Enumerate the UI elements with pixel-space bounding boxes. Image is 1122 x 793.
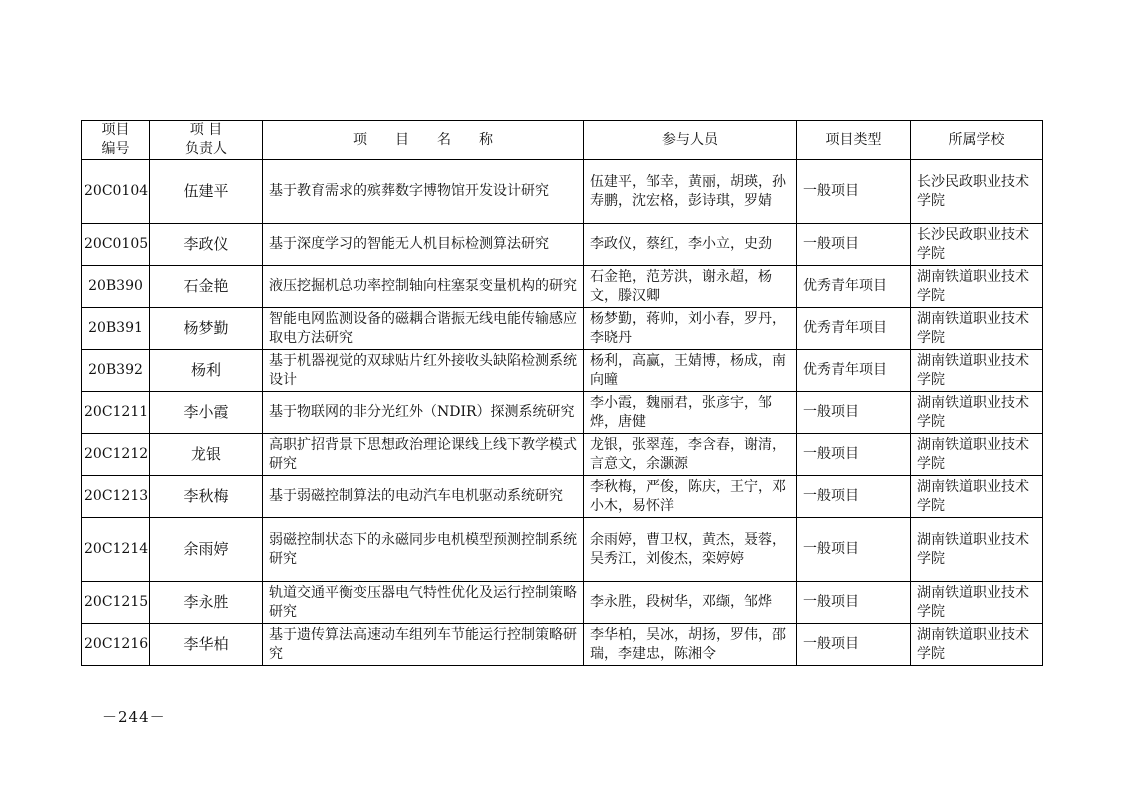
- table-row: [82, 224, 1043, 266]
- cell-school: 湖南铁道职业技术学院: [911, 624, 1043, 666]
- cell-participants: 李政仪，蔡红，李小立，史劲: [584, 224, 797, 266]
- cell-participants: 李永胜，段树华，邓缬，邹烨: [584, 582, 797, 624]
- cell-project-leader: 杨梦勤: [150, 308, 263, 350]
- cell-participants: 余雨婷，曹卫权，黄杰，聂蓉，吴秀江，刘俊杰，栾婷婷: [584, 518, 797, 582]
- cell-project-type: 一般项目: [797, 624, 911, 666]
- cell-school: 长沙民政职业技术学院: [911, 224, 1043, 266]
- table-row: [82, 476, 1043, 518]
- table-row: [82, 434, 1043, 476]
- cell-project-type: 优秀青年项目: [797, 266, 911, 308]
- cell-project-type: 一般项目: [797, 518, 911, 582]
- cell-participants: 龙银，张翠莲，李含春，谢清，言意文，余灏源: [584, 434, 797, 476]
- cell-project-id: 20C1214: [82, 518, 150, 582]
- cell-project-name: 基于弱磁控制算法的电动汽车电机驱动系统研究: [263, 476, 584, 518]
- cell-project-id: 20C1215: [82, 582, 150, 624]
- cell-school: 长沙民政职业技术学院: [911, 160, 1043, 224]
- table-row: [82, 518, 1043, 582]
- cell-project-leader: 李永胜: [150, 582, 263, 624]
- cell-participants: 石金艳，范芳洪，谢永超，杨文，滕汉卿: [584, 266, 797, 308]
- header-project-id-line2: 编号: [101, 141, 130, 157]
- cell-school: 湖南铁道职业技术学院: [911, 266, 1043, 308]
- table-header-row: [82, 121, 1043, 160]
- cell-project-type: 一般项目: [797, 434, 911, 476]
- page-number: －244－: [102, 708, 166, 726]
- cell-project-type: 一般项目: [797, 160, 911, 224]
- cell-project-name: 液压挖掘机总功率控制轴向柱塞泵变量机构的研究: [263, 266, 584, 308]
- cell-project-id: 20B391: [82, 308, 150, 350]
- cell-participants: 杨梦勤，蒋帅，刘小春，罗丹，李晓丹: [584, 308, 797, 350]
- cell-project-name: 智能电网监测设备的磁耦合谐振无线电能传输感应取电方法研究: [263, 308, 584, 350]
- table-row: [82, 392, 1043, 434]
- cell-participants: 李华柏，吴冰，胡扬，罗伟，邵瑞，李建忠，陈湘令: [584, 624, 797, 666]
- header-school: 所属学校: [911, 121, 1043, 160]
- cell-project-name: 基于机器视觉的双球贴片红外接收头缺陷检测系统设计: [263, 350, 584, 392]
- table-row: [82, 266, 1043, 308]
- cell-project-id: 20C0105: [82, 224, 150, 266]
- header-project-name: [263, 121, 584, 160]
- cell-school: 湖南铁道职业技术学院: [911, 308, 1043, 350]
- table-row: [82, 582, 1043, 624]
- table-row: [82, 350, 1043, 392]
- header-project-leader: [150, 121, 263, 160]
- table-row: [82, 624, 1043, 666]
- cell-project-name: 高职扩招背景下思想政治理论课线上线下教学模式研究: [263, 434, 584, 476]
- cell-project-type: 一般项目: [797, 224, 911, 266]
- cell-participants: 李秋梅，严俊，陈庆，王宁，邓小木，易怀洋: [584, 476, 797, 518]
- cell-participants: 李小霞，魏丽君，张彦宇，邹烨，唐健: [584, 392, 797, 434]
- cell-project-type: 一般项目: [797, 392, 911, 434]
- cell-project-id: 20C1213: [82, 476, 150, 518]
- table-row: [82, 308, 1043, 350]
- cell-project-leader: 石金艳: [150, 266, 263, 308]
- cell-participants: 杨利，高赢，王婧博，杨成，南向曈: [584, 350, 797, 392]
- cell-project-id: 20C0104: [82, 160, 150, 224]
- cell-school: 湖南铁道职业技术学院: [911, 582, 1043, 624]
- header-project-id-line1: 项目: [101, 122, 130, 138]
- header-project-id: [82, 121, 150, 160]
- cell-project-type: 优秀青年项目: [797, 308, 911, 350]
- cell-project-type: 一般项目: [797, 476, 911, 518]
- cell-project-leader: 李小霞: [150, 392, 263, 434]
- cell-project-leader: 余雨婷: [150, 518, 263, 582]
- cell-project-name: 基于物联网的非分光红外（NDIR）探测系统研究: [263, 392, 584, 434]
- cell-project-id: 20C1211: [82, 392, 150, 434]
- cell-project-leader: 伍建平: [150, 160, 263, 224]
- cell-project-leader: 李政仪: [150, 224, 263, 266]
- cell-project-name: 基于遗传算法高速动车组列车节能运行控制策略研究: [263, 624, 584, 666]
- cell-project-id: 20B390: [82, 266, 150, 308]
- cell-project-id: 20C1212: [82, 434, 150, 476]
- cell-project-type: 一般项目: [797, 582, 911, 624]
- cell-school: 湖南铁道职业技术学院: [911, 518, 1043, 582]
- cell-project-name: 基于教育需求的殡葬数字博物馆开发设计研究: [263, 160, 584, 224]
- header-project-name-text: 项 目 名 称: [353, 131, 493, 148]
- header-participants: 参与人员: [584, 121, 797, 160]
- cell-project-type: 优秀青年项目: [797, 350, 911, 392]
- header-project-type: 项目类型: [797, 121, 911, 160]
- cell-project-name: 弱磁控制状态下的永磁同步电机模型预测控制系统研究: [263, 518, 584, 582]
- cell-project-leader: 李秋梅: [150, 476, 263, 518]
- cell-project-name: 基于深度学习的智能无人机目标检测算法研究: [263, 224, 584, 266]
- header-project-leader-line2: 负责人: [185, 141, 227, 157]
- cell-project-leader: 杨利: [150, 350, 263, 392]
- cell-school: 湖南铁道职业技术学院: [911, 434, 1043, 476]
- cell-project-id: 20B392: [82, 350, 150, 392]
- table-row: [82, 160, 1043, 224]
- project-table: [81, 120, 1043, 666]
- cell-project-leader: 李华柏: [150, 624, 263, 666]
- header-project-leader-line1: 项 目: [189, 122, 223, 138]
- cell-participants: 伍建平，邹幸，黄丽，胡瑛，孙寿鹏，沈宏格，彭诗琪，罗婧: [584, 160, 797, 224]
- cell-project-name: 轨道交通平衡变压器电气特性优化及运行控制策略研究: [263, 582, 584, 624]
- cell-school: 湖南铁道职业技术学院: [911, 350, 1043, 392]
- cell-school: 湖南铁道职业技术学院: [911, 476, 1043, 518]
- cell-project-leader: 龙银: [150, 434, 263, 476]
- cell-project-id: 20C1216: [82, 624, 150, 666]
- cell-school: 湖南铁道职业技术学院: [911, 392, 1043, 434]
